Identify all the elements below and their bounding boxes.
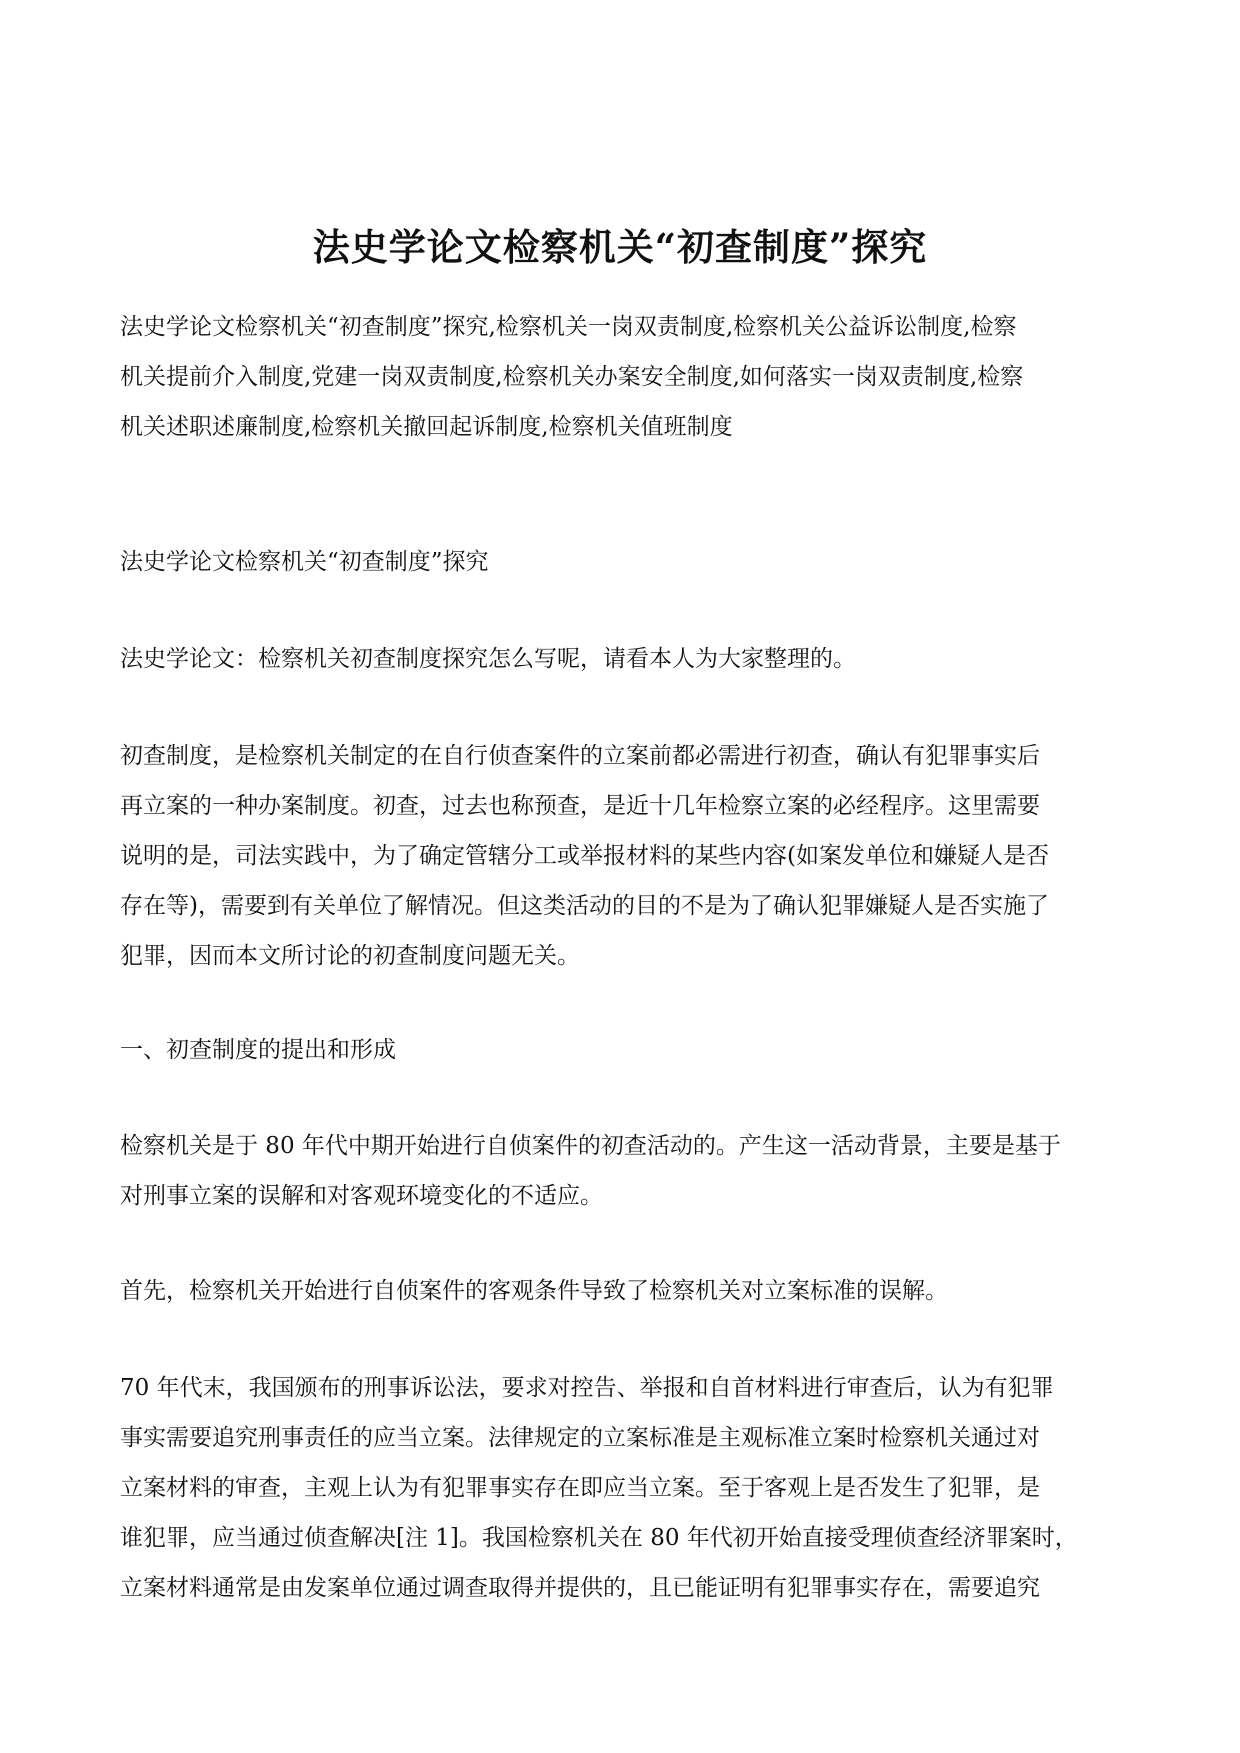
intro-paragraph <box>120 634 1120 684</box>
paragraph-line: 犯罪，因而本文所讨论的初查制度问题无关。 <box>120 943 580 969</box>
keywords-paragraph <box>120 302 1120 452</box>
paragraph-line: 立案材料的审查，主观上认为有犯罪事实存在即应当立案。至于客观上是否发生了犯罪，是 <box>120 1475 1040 1501</box>
paragraph-line: 法史学论文检察机关“初查制度”探究,检察机关一岗双责制度,检察机关公益诉讼制度,检察 <box>120 314 1017 340</box>
history-paragraph <box>120 1363 1120 1613</box>
paragraph-line: 70 年代末，我国颁布的刑事诉讼法，要求对控告、举报和自首材料进行审查后，认为有犯罪 <box>120 1375 1054 1401</box>
paragraph-line: 首先，检察机关开始进行自侦案件的客观条件导致了检察机关对立案标准的误解。 <box>120 1278 948 1304</box>
paragraph-line: 谁犯罪，应当通过侦查解决[注 1]。我国检察机关在 80 年代初开始直接受理侦查经济罪案时， <box>120 1525 1078 1551</box>
document-title: 法史学论文检察机关“初查制度”探究 <box>312 225 928 269</box>
paragraph-line: 存在等)，需要到有关单位了解情况。但这类活动的目的不是为了确认犯罪嫌疑人是否实施了 <box>120 893 1049 919</box>
paragraph-line: 事实需要追究刑事责任的应当立案。法律规定的立案标准是主观标准立案时检察机关通过对 <box>120 1425 1040 1451</box>
paragraph-line: 立案材料通常是由发案单位通过调查取得并提供的，且已能证明有犯罪事实存在，需要追究 <box>120 1575 1040 1601</box>
paragraph-line: 机关述职述廉制度,检察机关撤回起诉制度,检察机关值班制度 <box>120 414 733 440</box>
paragraph-line: 初查制度，是检察机关制定的在自行侦查案件的立案前都必需进行初查，确认有犯罪事实后 <box>120 743 1040 769</box>
section-heading-1 <box>120 1025 1120 1075</box>
paragraph-line: 对刑事立案的误解和对客观环境变化的不适应。 <box>120 1183 603 1209</box>
paragraph-line: 法史学论文检察机关“初查制度”探究 <box>120 549 489 575</box>
background-paragraph <box>120 1121 1120 1221</box>
paragraph-line: 说明的是，司法实践中，为了确定管辖分工或举报材料的某些内容(如案发单位和嫌疑人是否 <box>120 843 1049 869</box>
paragraph-line: 检察机关是于 80 年代中期开始进行自侦案件的初查活动的。产生这一活动背景，主要是基于 <box>120 1133 1061 1159</box>
paragraph-line: 再立案的一种办案制度。初查，过去也称预查，是近十几年检察立案的必经程序。这里需要 <box>120 793 1040 819</box>
paragraph-line: 机关提前介入制度,党建一岗双责制度,检察机关办案安全制度,如何落实一岗双责制度,检察 <box>120 364 1024 390</box>
definition-paragraph <box>120 731 1120 981</box>
section-heading-text: 一、初查制度的提出和形成 <box>120 1037 396 1063</box>
subtitle-paragraph <box>120 537 1120 587</box>
first-reason-paragraph <box>120 1266 1120 1316</box>
paragraph-line: 法史学论文：检察机关初查制度探究怎么写呢，请看本人为大家整理的。 <box>120 646 856 672</box>
